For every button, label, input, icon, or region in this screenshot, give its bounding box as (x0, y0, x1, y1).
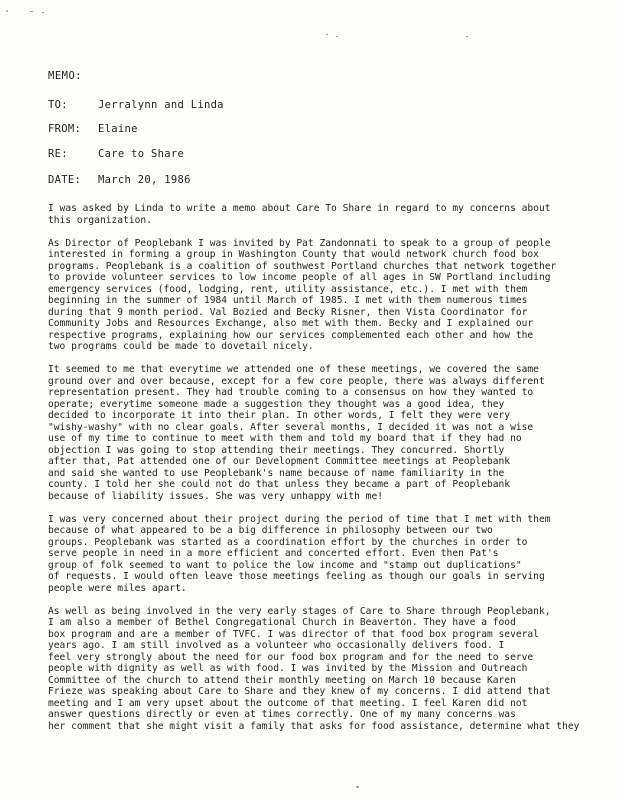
scan-speck (42, 12, 44, 13)
date-key: DATE: (48, 174, 82, 186)
scan-speck (6, 10, 8, 12)
body-paragraph: I was asked by Linda to write a memo about Care To Share in regard to my concerns about this organization. (48, 203, 551, 226)
memo-label: MEMO: (48, 70, 83, 82)
body-paragraph: As Director of Peoplebank I was invited by Pat Zandonnati to speak to a group of people interested in forming a group in Washington County that would network church food box programs. Peoplebank is a coalition of southwest Portland churches that network together to provide volunteer services to low income people of all ages in SW Portland including emergency services (food, lodging, rent, utility assistance, etc.). I met with them beginning in the summer of 1984 until March of 1985. I met with them numerous times during that 9 month period. Val Bozied and Becky Risner, then Vista Coordinator for Community Jobs and Resources Exchange, also met with them. Becky and I explained our respective programs, explaining how our services complemented each other and how the two programs could be made to dovetail nicely. (48, 237, 557, 352)
to-value: Jerralynn and Linda (98, 99, 224, 111)
memo-to-line (48, 99, 224, 111)
scan-speck (356, 786, 359, 788)
scan-speck (326, 34, 328, 35)
memo-body (48, 203, 600, 744)
memo-re-line (48, 148, 184, 160)
memo-from-line (48, 123, 138, 135)
re-key: RE: (48, 148, 68, 160)
to-key: TO: (48, 99, 68, 111)
body-paragraph: I was very concerned about their project during the period of time that I met with them because of what appeared to be a big difference in philosophy between our two groups. Peoplebank was started as a coordination effort by the churches in order to serve people in need in a more efficient and concerted effort. Even then Pat's group of folk seemed to want to police the low income and "stamp out duplications" of requests. I would often leave those meetings feeling as though our goals in serving people were miles apart. (48, 513, 551, 594)
re-value: Care to Share (98, 148, 185, 160)
scan-speck (336, 36, 338, 37)
date-value: March 20, 1986 (98, 174, 191, 186)
body-paragraph: As well as being involved in the very early stages of Care to Share through Peoplebank, I am also a member of Bethel Congregational Church in Beaverton. They have a food box program and are a member of TVFC. I was director of that food box program several years ago. I am still involved as a volunteer who occasionally delivers food. I feel very strongly about the need for our food box program and for the need to serve people with dignity as well as with food. I was invited by the Mission and Outreach Committee of the church to attend their monthly meeting on March 10 because Karen Frieze was speaking about Care to Share and they knew of my concerns. I did attend that meeting and I am very upset about the outcome of that meeting. I feel Karen did not answer questions directly or even at times correctly. One of my many concerns was her comment that she might visit a family that asks for food assistance, determine what they (48, 605, 580, 732)
from-key: FROM: (48, 123, 82, 135)
from-value: Elaine (98, 123, 138, 135)
body-paragraph: It seemed to me that everytime we attended one of these meetings, we covered the same ground over and over because, except for a few core people, there was always different representation present. They had trouble coming to a consensus on how they wanted to operate; everytime someone made a suggestion they thought was a good idea, they decided to incorporate it into their plan. In other words, I felt they were very "wishy-washy" with no clear goals. After several months, I decided it was not a wise use of my time to continue to meet with them and told my board that if they had no objection I was going to stop attending their meetings. They concurred. Shortly after that, Pat attended one of our Development Committee meetings at Peoplebank and said she wanted to use Peoplebank's name because of name familiarity in the county. I told her she could not do that unless they became a part of Peoplebank because of liability issues. She was very unhappy with me! (48, 364, 545, 502)
scan-speck (30, 11, 33, 12)
scan-speck (466, 36, 468, 37)
memo-date-line (48, 174, 191, 186)
